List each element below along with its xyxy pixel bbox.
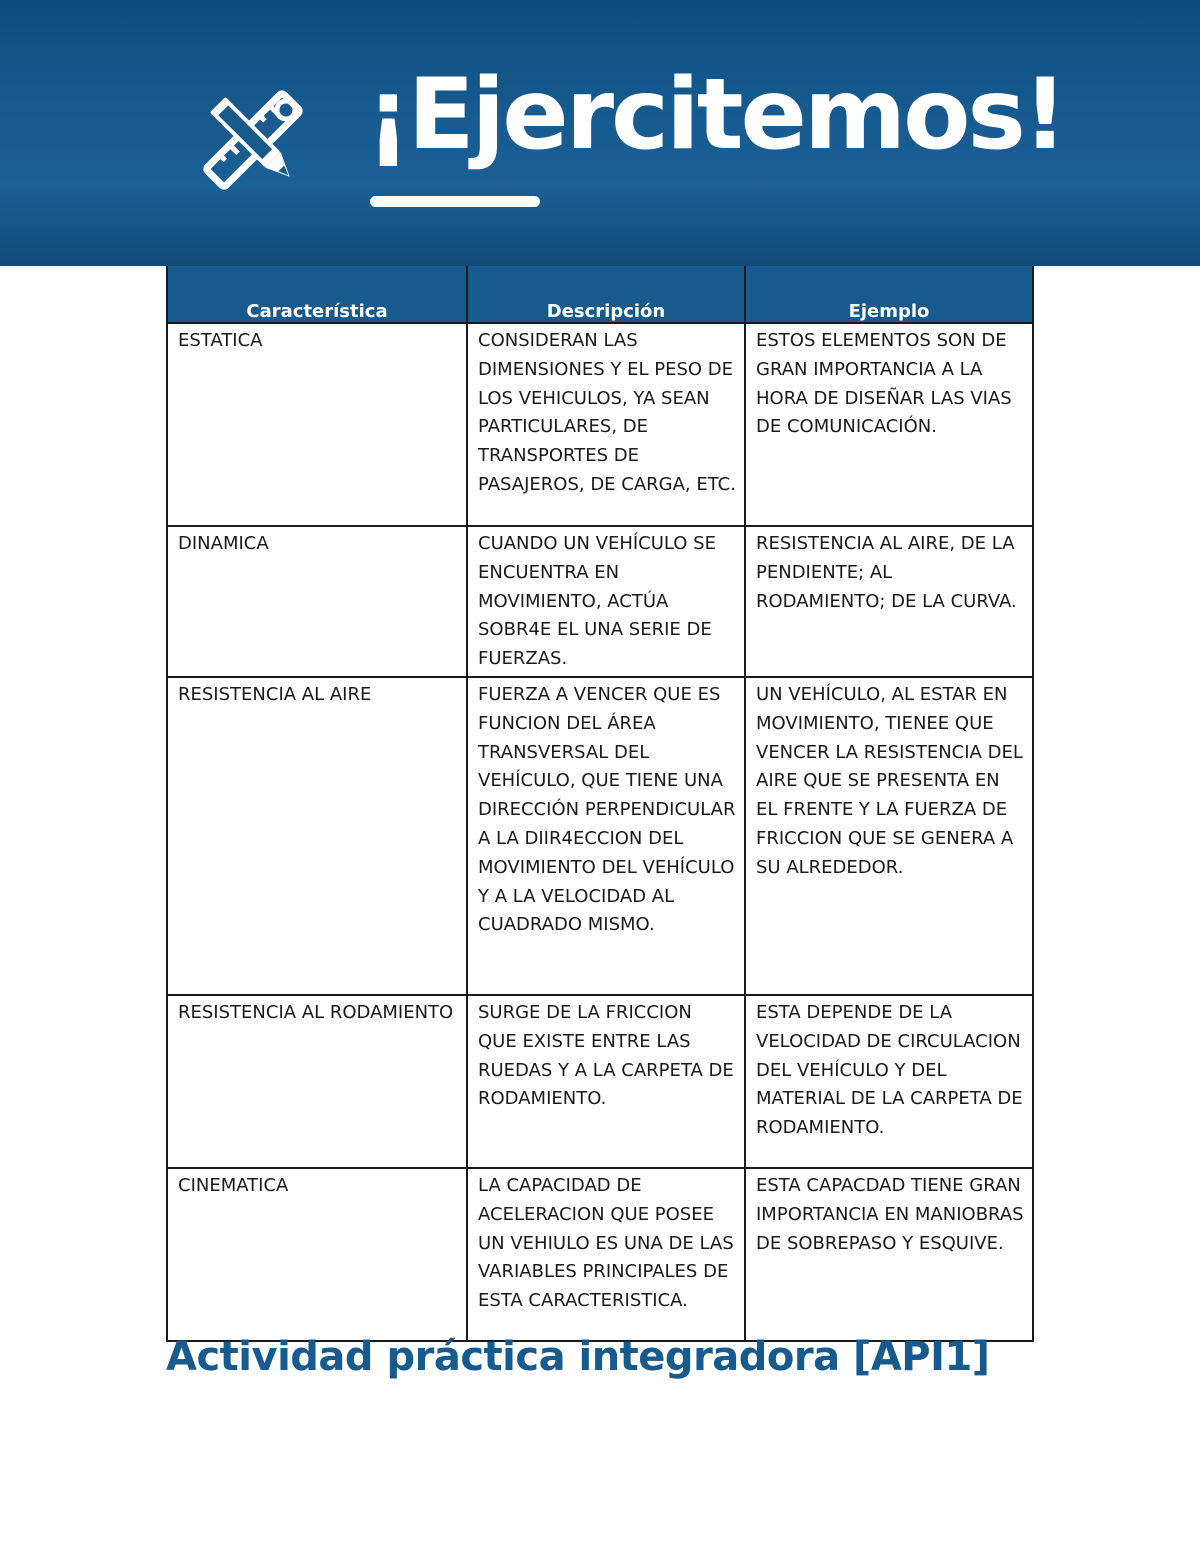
cell-descripcion: LA CAPACIDAD DE ACELERACION QUE POSEE UN VEHIULO ES UNA DE LAS VARIABLES PRINCIPALES DE ESTA CARACTERISTICA. (467, 1168, 745, 1341)
table-row (167, 1168, 1033, 1341)
cell-caracteristica: CINEMATICA (167, 1168, 467, 1341)
cell-caracteristica: DINAMICA (167, 526, 467, 677)
cell-descripcion: CONSIDERAN LAS DIMENSIONES Y EL PESO DE LOS VEHICULOS, YA SEAN PARTICULARES, DE TRANSPORTES DE PASAJEROS, DE CARGA, ETC. (467, 323, 745, 526)
table-row (167, 526, 1033, 677)
header-banner (0, 0, 1200, 266)
cell-ejemplo: UN VEHÍCULO, AL ESTAR EN MOVIMIENTO, TIENEE QUE VENCER LA RESISTENCIA DEL AIRE QUE SE PRESENTA EN EL FRENTE Y LA FUERZA DE FRICCION QUE SE GENERA A SU ALREDEDOR. (745, 677, 1033, 995)
header-caracteristica: Característica (167, 266, 467, 323)
cell-descripcion: FUERZA A VENCER QUE ES FUNCION DEL ÁREA TRANSVERSAL DEL VEHÍCULO, QUE TIENE UNA DIRECCIÓN PERPENDICULAR A LA DIIR4ECCION DEL MOVIMIENTO DEL VEHÍCULO Y A LA VELOCIDAD AL CUADRADO MISMO. (467, 677, 745, 995)
header-ejemplo: Ejemplo (745, 266, 1033, 323)
banner-title: ¡Ejercitemos! (366, 58, 1065, 172)
cell-caracteristica: RESISTENCIA AL AIRE (167, 677, 467, 995)
table-row (167, 677, 1033, 995)
ruler-pencil-icon (198, 84, 308, 196)
banner-underline (370, 196, 540, 207)
cell-ejemplo: RESISTENCIA AL AIRE, DE LA PENDIENTE; AL RODAMIENTO; DE LA CURVA. (745, 526, 1033, 677)
table-row (167, 323, 1033, 526)
cell-descripcion: CUANDO UN VEHÍCULO SE ENCUENTRA EN MOVIMIENTO, ACTÚA SOBR4E EL UNA SERIE DE FUERZAS. (467, 526, 745, 677)
cell-caracteristica: RESISTENCIA AL RODAMIENTO (167, 995, 467, 1168)
table-header-row (167, 266, 1033, 323)
header-descripcion: Descripción (467, 266, 745, 323)
cell-ejemplo: ESTOS ELEMENTOS SON DE GRAN IMPORTANCIA A LA HORA DE DISEÑAR LAS VIAS DE COMUNICACIÓN. (745, 323, 1033, 526)
characteristics-table (166, 266, 1034, 1342)
cell-ejemplo: ESTA DEPENDE DE LA VELOCIDAD DE CIRCULACION DEL VEHÍCULO Y DEL MATERIAL DE LA CARPETA DE RODAMIENTO. (745, 995, 1033, 1168)
activity-title: Actividad práctica integradora [API1] (166, 1334, 990, 1380)
cell-ejemplo: ESTA CAPACDAD TIENE GRAN IMPORTANCIA EN MANIOBRAS DE SOBREPASO Y ESQUIVE. (745, 1168, 1033, 1341)
cell-descripcion: SURGE DE LA FRICCION QUE EXISTE ENTRE LAS RUEDAS Y A LA CARPETA DE RODAMIENTO. (467, 995, 745, 1168)
table-row (167, 995, 1033, 1168)
cell-caracteristica: ESTATICA (167, 323, 467, 526)
